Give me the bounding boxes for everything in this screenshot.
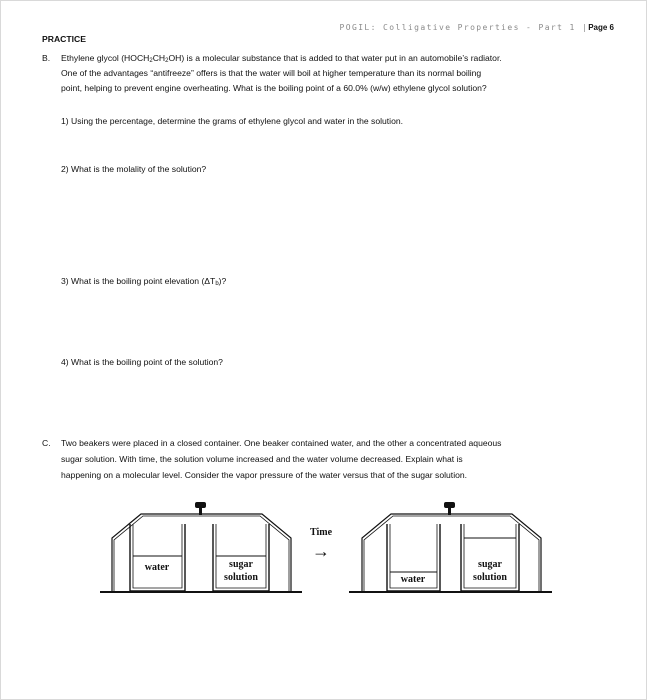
water-beaker-before <box>130 524 185 591</box>
after-sugar-label-2: solution <box>473 572 507 583</box>
question-1: 1) Using the percentage, determine the grams of ethylene glycol and water in the solution. <box>61 116 404 126</box>
problem-c-label: C. <box>42 438 51 448</box>
before-water-label: water <box>144 562 170 573</box>
before-sugar-label-2: solution <box>224 572 258 583</box>
before-sugar-label-1: sugar <box>229 559 253 570</box>
problem-c-line-3: happening on a molecular level. Consider the vapor pressure of the water versus that of the sugar solution. <box>61 470 468 480</box>
question-2: 2) What is the molality of the solution? <box>61 164 207 174</box>
problem-b-line-3: point, helping to prevent engine overheating. What is the boiling point of a 60.0% (w/w) ethylene glycol solution? <box>61 83 487 93</box>
page-number: Page 6 <box>588 23 614 32</box>
question-4: 4) What is the boiling point of the solution? <box>61 357 223 367</box>
container-dome-after <box>362 514 541 591</box>
after-sugar-label-1: sugar <box>478 559 502 570</box>
time-label: Time <box>309 527 333 538</box>
problem-b-line-1: Ethylene glycol $(HOCH_2CH_2OH)$ is a molecular substance that is added to that water put in an automobile’s radiator. <box>61 53 502 64</box>
container-dome-before <box>112 514 291 591</box>
question-3: 3) What is the boiling point elevation $(\Delta T_b)$? <box>61 276 227 287</box>
problem-c-line-2: sugar solution. With time, the solution volume increased and the water volume decreased. Explain what is <box>61 454 463 464</box>
problem-b-label: B. <box>42 53 51 63</box>
time-arrow-icon: → <box>312 541 330 561</box>
header-title: POGIL: Colligative Properties - Part 1 | <box>339 23 589 32</box>
problem-c-line-1: Two beakers were placed in a closed container. One beaker contained water, and the other a concentrated aqueous <box>61 438 502 448</box>
after-water-label: water <box>400 574 426 585</box>
problem-b-line-2: One of the advantages “antifreeze” offers is that the water will boil at higher temperature than its normal boiling <box>61 68 482 78</box>
practice-heading: PRACTICE <box>42 34 86 44</box>
